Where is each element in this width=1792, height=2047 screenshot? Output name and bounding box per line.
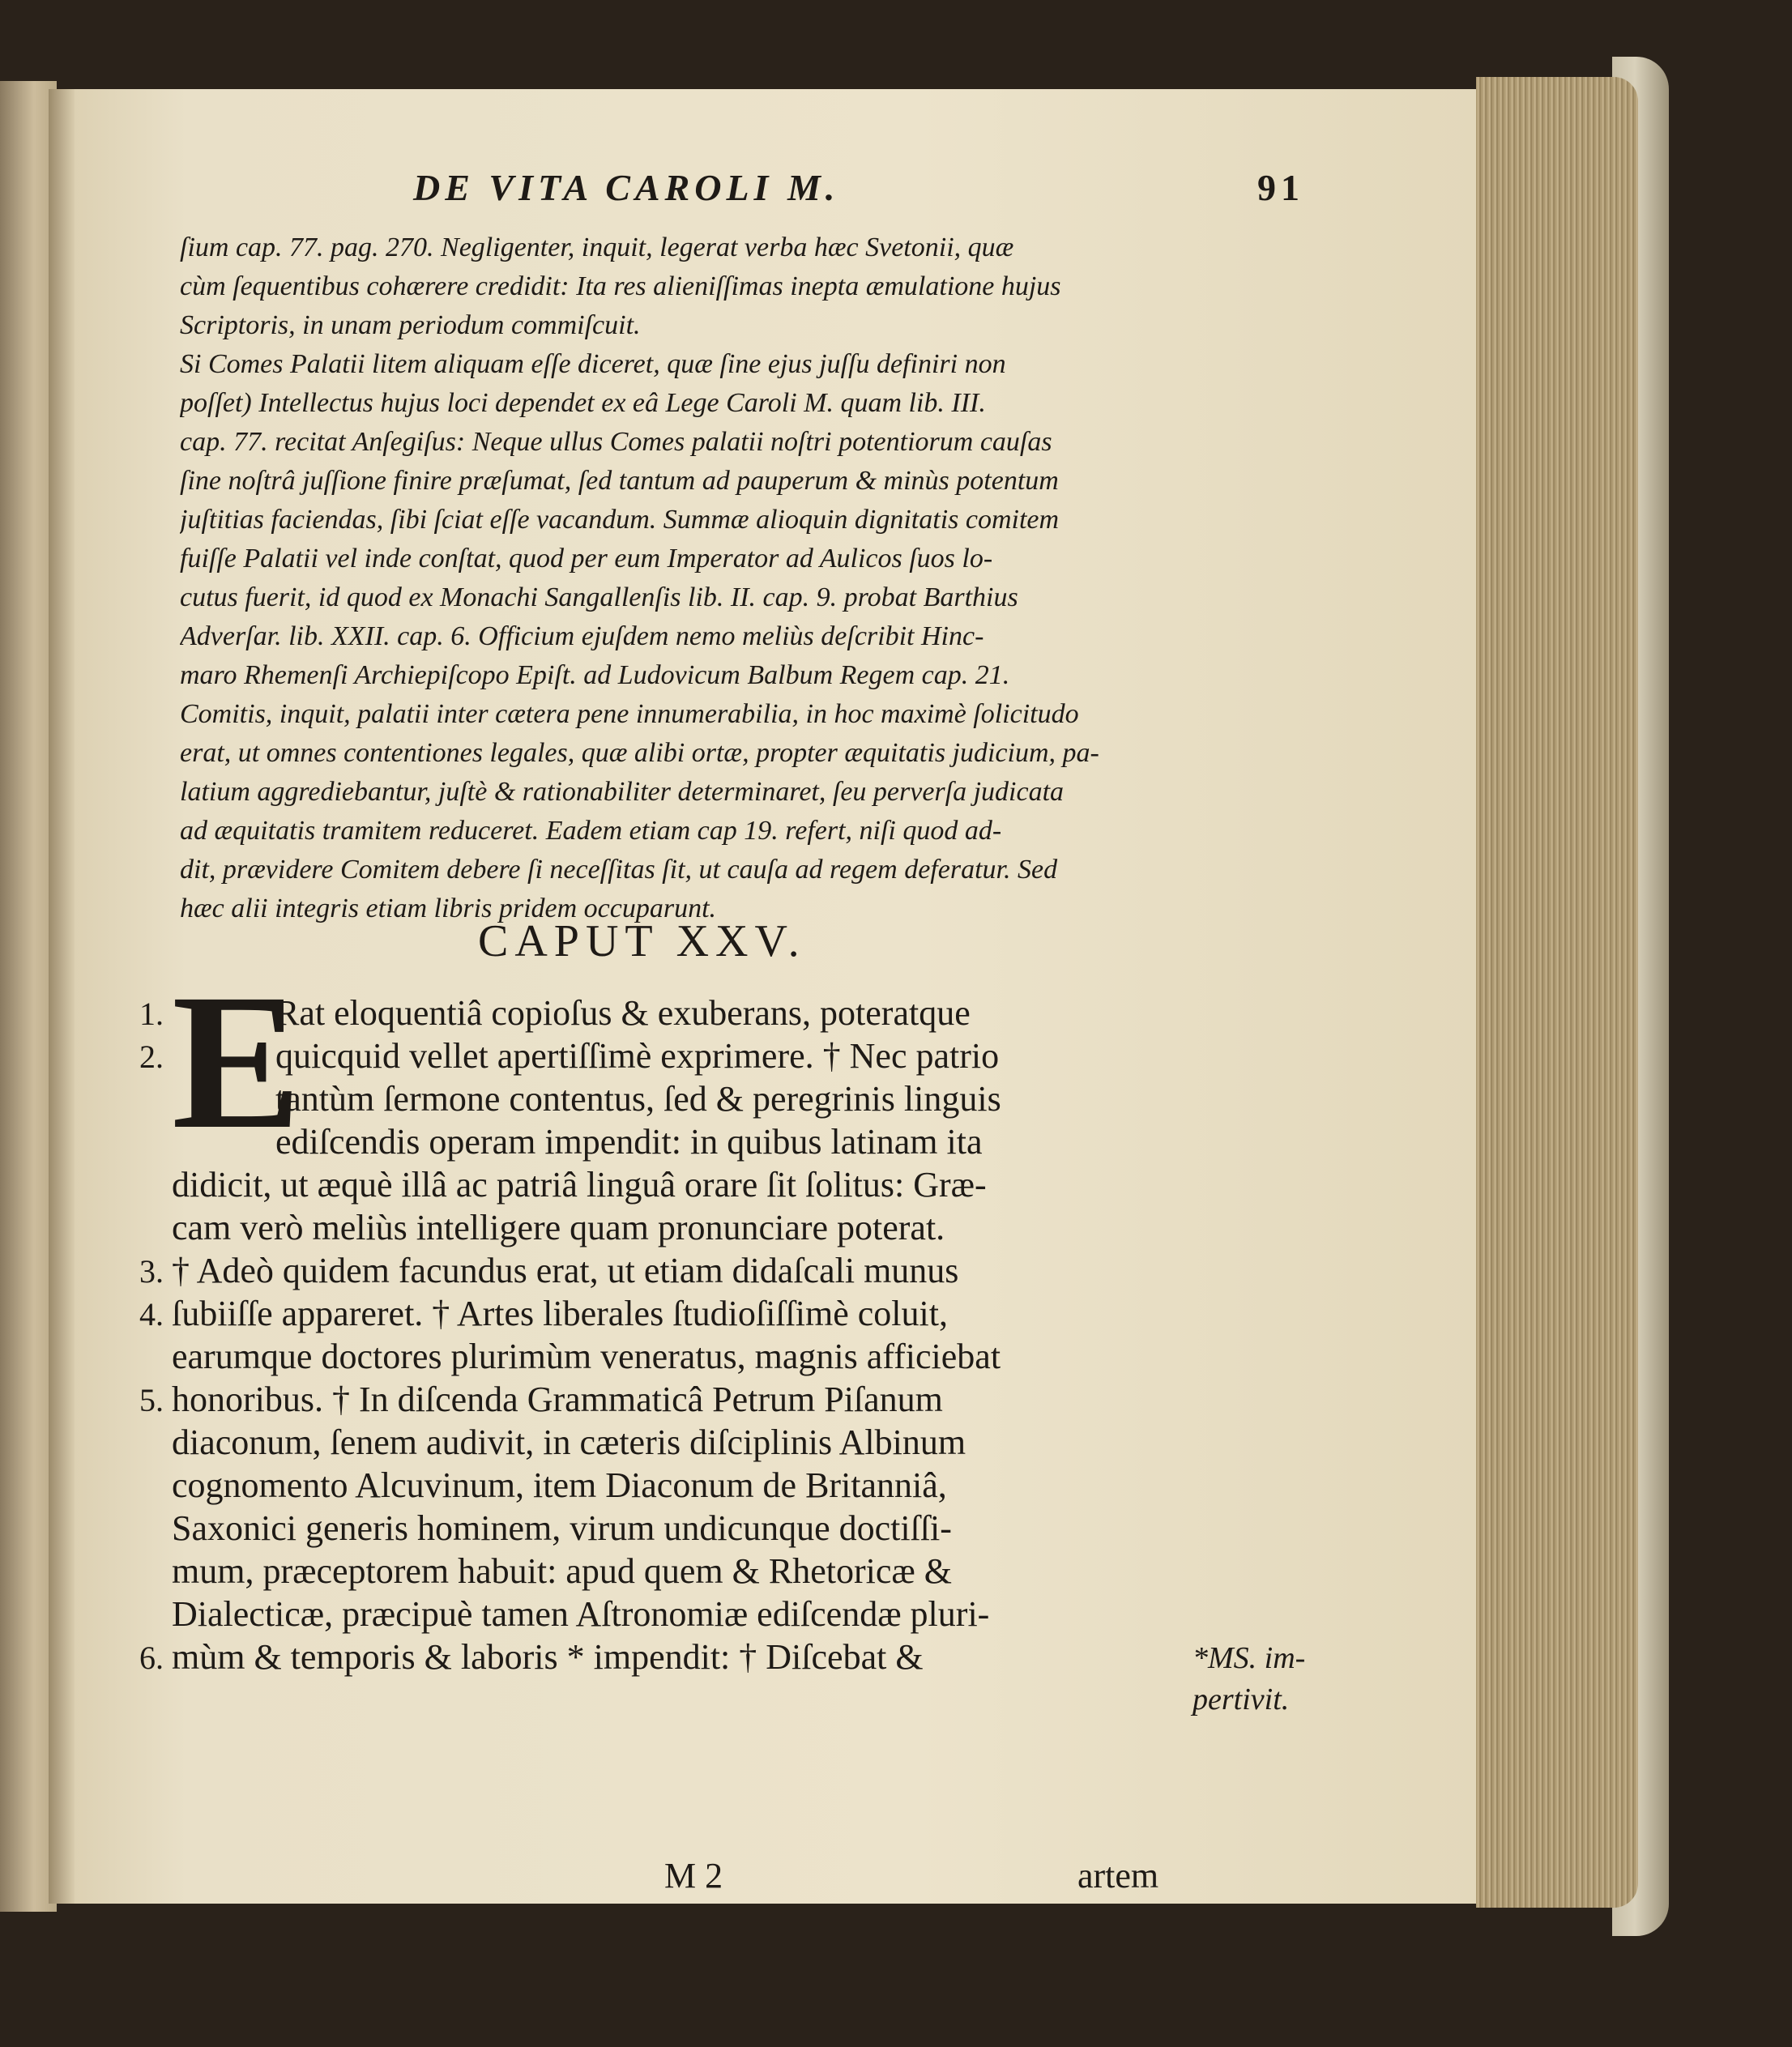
note-line: cap. 77. recitat Anſegiſus: Neque ullus Comes palatii noſtri potentiorum cauſas <box>180 427 1052 457</box>
main-line: didicit, ut æquè illâ ac patriâ linguâ orare ſit ſolitus: Græ- <box>172 1165 987 1205</box>
margin-number: 4. <box>139 1296 164 1333</box>
page-edges <box>1476 77 1638 1908</box>
main-line: mùm & temporis & laboris * impendit: † Diſcebat & <box>172 1637 924 1677</box>
note-line: ad æquitatis tramitem reduceret. Eadem etiam cap 19. refert, niſi quod ad- <box>180 816 1002 846</box>
note-line: juſtitias faciendas, ſibi ſciat eſſe vacandum. Summæ alioquin dignitatis comitem <box>180 505 1060 535</box>
note-line: Scriptoris, in unam periodum commiſcuit. <box>180 310 641 340</box>
note-paragraph-2 <box>180 345 1184 928</box>
main-line: ediſcendis operam impendit: in quibus latinam ita <box>275 1122 983 1162</box>
chapter-title: CAPUT XXV. <box>478 916 806 966</box>
note-line: dit, prævidere Comitem debere ſi neceſſitas ſit, ut cauſa ad regem deferatur. Sed <box>180 855 1058 885</box>
note-line: Adverſar. lib. XXII. cap. 6. Officium ejuſdem nemo meliùs deſcribit Hinc- <box>180 621 984 651</box>
note-line: ſium cap. 77. pag. 270. Negligenter, inquit, legerat verba hæc Svetonii, quæ <box>180 232 1014 262</box>
main-line: Saxonici generis hominem, virum undicunque doctiſſi- <box>172 1508 952 1548</box>
main-line: Rat eloquentiâ copioſus & exuberans, poteratque <box>275 993 971 1033</box>
catchword: artem <box>1077 1856 1159 1896</box>
note-line: maro Rhemenſi Archiepiſcopo Epiſt. ad Ludovicum Balbum Regem cap. 21. <box>180 660 1010 690</box>
side-note-line-2: pertivit. <box>1193 1682 1290 1716</box>
signature-mark: M 2 <box>664 1856 723 1896</box>
page-number: 91 <box>1257 167 1304 208</box>
margin-number: 5. <box>139 1382 164 1418</box>
main-line: Dialecticæ, præcipuè tamen Aſtronomiæ ediſcendæ pluri- <box>172 1594 990 1634</box>
note-line: latium aggrediebantur, juſtè & rationabiliter determinaret, ſeu perverſa judicata <box>180 777 1065 807</box>
main-line: tantùm ſermone contentus, ſed & peregrinis linguis <box>275 1079 1001 1119</box>
main-line: cognomento Alcuvinum, item Diaconum de Britanniâ, <box>172 1465 947 1505</box>
margin-number: 6. <box>139 1640 164 1676</box>
note-line: cutus fuerit, id quod ex Monachi Sangallenſis lib. II. cap. 9. probat Barthius <box>180 582 1018 612</box>
main-line: ſubiiſſe appareret. † Artes liberales ſtudioſiſſimè coluit, <box>172 1294 948 1333</box>
drop-cap: E <box>172 953 302 1169</box>
margin-number: 3. <box>139 1253 164 1290</box>
main-line: quicquid vellet apertiſſimè exprimere. † Nec patrio <box>275 1036 1000 1076</box>
side-note-line-1: *MS. im- <box>1193 1641 1306 1675</box>
header-title: DE VITA CAROLI M. <box>413 167 840 208</box>
margin-number: 1. <box>139 996 164 1032</box>
main-line: mum, præceptorem habuit: apud quem & Rhetoricæ & <box>172 1551 952 1591</box>
main-line: † Adeò quidem facundus erat, ut etiam didaſcali munus <box>172 1251 959 1290</box>
note-line: Comitis, inquit, palatii inter cætera pene innumerabilia, in hoc maximè ſolicitudo <box>180 699 1079 729</box>
main-line: diaconum, ſenem audivit, in cæteris diſciplinis Albinum <box>172 1422 966 1462</box>
note-line: erat, ut omnes contentiones legales, quæ alibi ortæ, propter æquitatis judicium, pa- <box>180 738 1099 768</box>
note-line: poſſet) Intellectus hujus loci dependet ex eâ Lege Caroli M. quam lib. III. <box>180 388 986 418</box>
note-paragraph-1 <box>180 228 1184 345</box>
main-line: cam verò meliùs intelligere quam pronunciare poterat. <box>172 1208 945 1247</box>
note-line: fuiſſe Palatii vel inde conſtat, quod per eum Imperator ad Aulicos ſuos lo- <box>180 544 993 574</box>
main-line: earumque doctores plurimùm veneratus, magnis afficiebat <box>172 1337 1001 1376</box>
note-line: ſine noſtrâ juſſione finire præſumat, ſed tantum ad pauperum & minùs potentum <box>180 466 1059 496</box>
main-line: honoribus. † In diſcenda Grammaticâ Petrum Piſanum <box>172 1380 943 1419</box>
running-header <box>413 166 1304 223</box>
note-line: cùm ſequentibus cohærere credidit: Ita res alieniſſimas inepta æmulatione hujus <box>180 271 1061 301</box>
note-line: Si Comes Palatii litem aliquam eſſe diceret, quæ ſine ejus juſſu definiri non <box>180 349 1006 379</box>
margin-number: 2. <box>139 1038 164 1075</box>
note-line: hæc alii integris etiam libris pridem occuparunt. <box>180 893 717 923</box>
